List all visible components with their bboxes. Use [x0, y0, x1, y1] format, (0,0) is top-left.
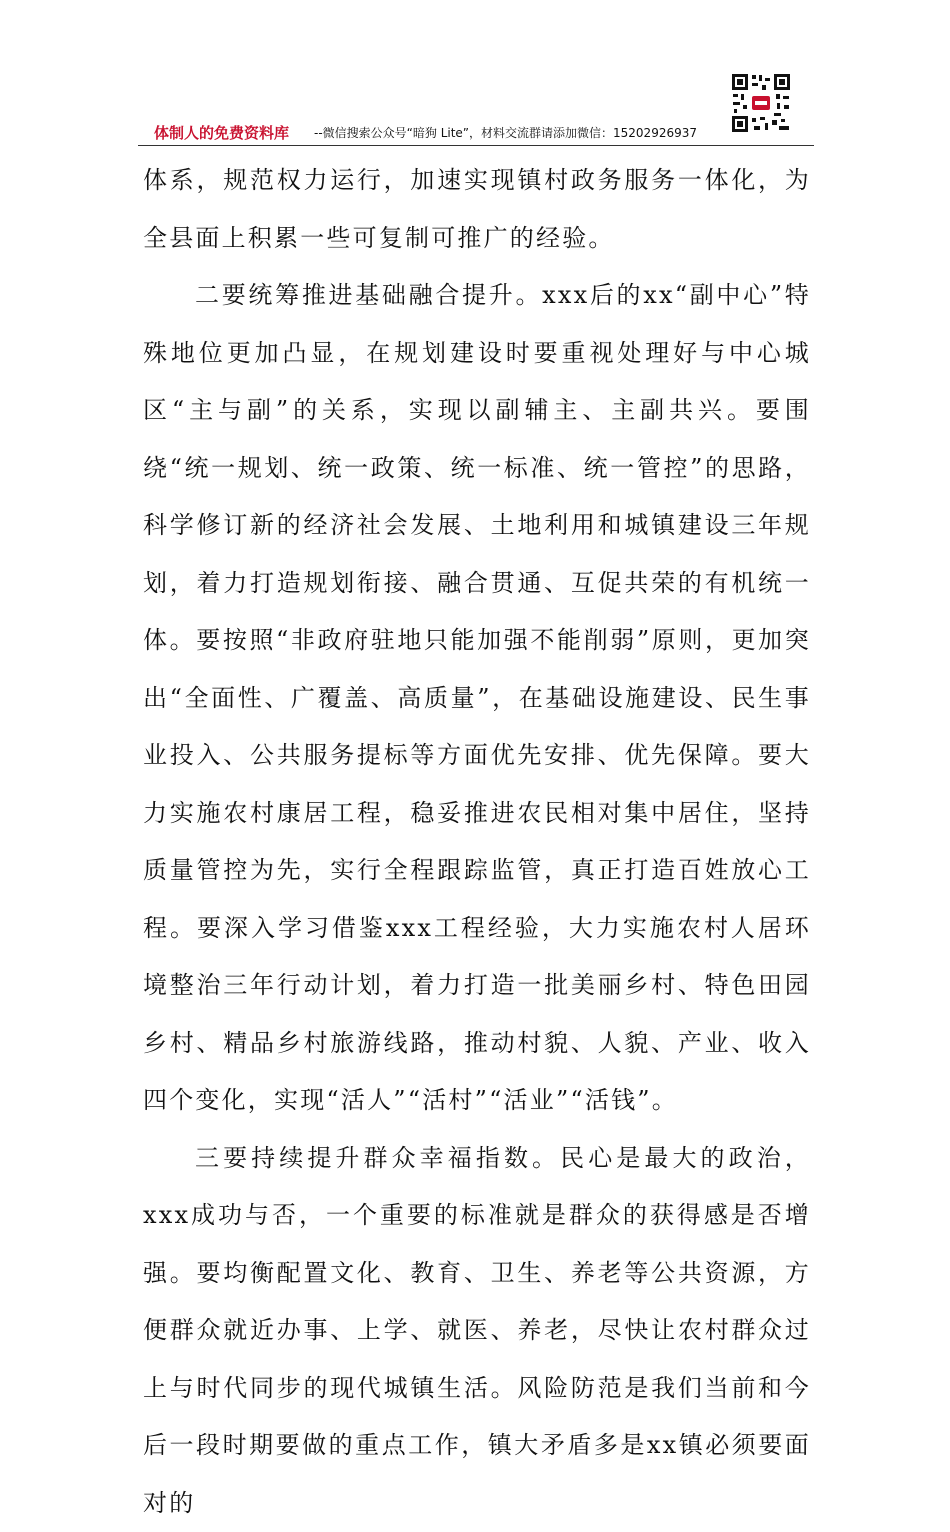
document-body	[143, 152, 811, 1532]
header-divider	[138, 145, 814, 146]
qr-code-icon	[730, 72, 792, 134]
paragraph-happiness: 三要持续提升群众幸福指数。民心是最大的政治，xxx成功与否，一个重要的标准就是群众的获得感是否增强。要均衡配置文化、教育、卫生、养老等公共资源，方便群众就近办事、上学、就医、养老，尽快让农村群众过上与时代同步的现代城镇生活。风险防范是我们当前和今后一段时期要做的重点工作，镇大矛盾多是xx镇必须要面对的	[143, 1130, 811, 1532]
header-contact-note: --微信搜索公众号“暗狗 Lite”，材料交流群请添加微信：15202926937	[314, 124, 697, 141]
paragraph-infrastructure: 二要统筹推进基础融合提升。xxx后的xx“副中心”特殊地位更加凸显，在规划建设时要重视处理好与中心城区“主与副”的关系，实现以副辅主、主副共兴。要围绕“统一规划、统一政策、统一标准、统一管控”的思路，科学修订新的经济社会发展、土地利用和城镇建设三年规划，着力打造规划衔接、融合贯通、互促共荣的有机统一体。要按照“非政府驻地只能加强不能削弱”原则，更加突出“全面性、广覆盖、高质量”，在基础设施建设、民生事业投入、公共服务提标等方面优先安排、优先保障。要大力实施农村康居工程，稳妥推进农民相对集中居住，坚持质量管控为先，实行全程跟踪监管，真正打造百姓放心工程。要深入学习借鉴xxx工程经验，大力实施农村人居环境整治三年行动计划，着力打造一批美丽乡村、特色田园乡村、精品乡村旅游线路，推动村貌、人貌、产业、收入四个变化，实现“活人”“活村”“活业”“活钱”。	[143, 267, 811, 1130]
header-brand: 体制人的免费资料库	[154, 122, 289, 143]
paragraph-continued: 体系，规范权力运行，加速实现镇村政务服务一体化，为全县面上积累一些可复制可推广的经验。	[143, 152, 811, 267]
page-header	[138, 70, 814, 146]
